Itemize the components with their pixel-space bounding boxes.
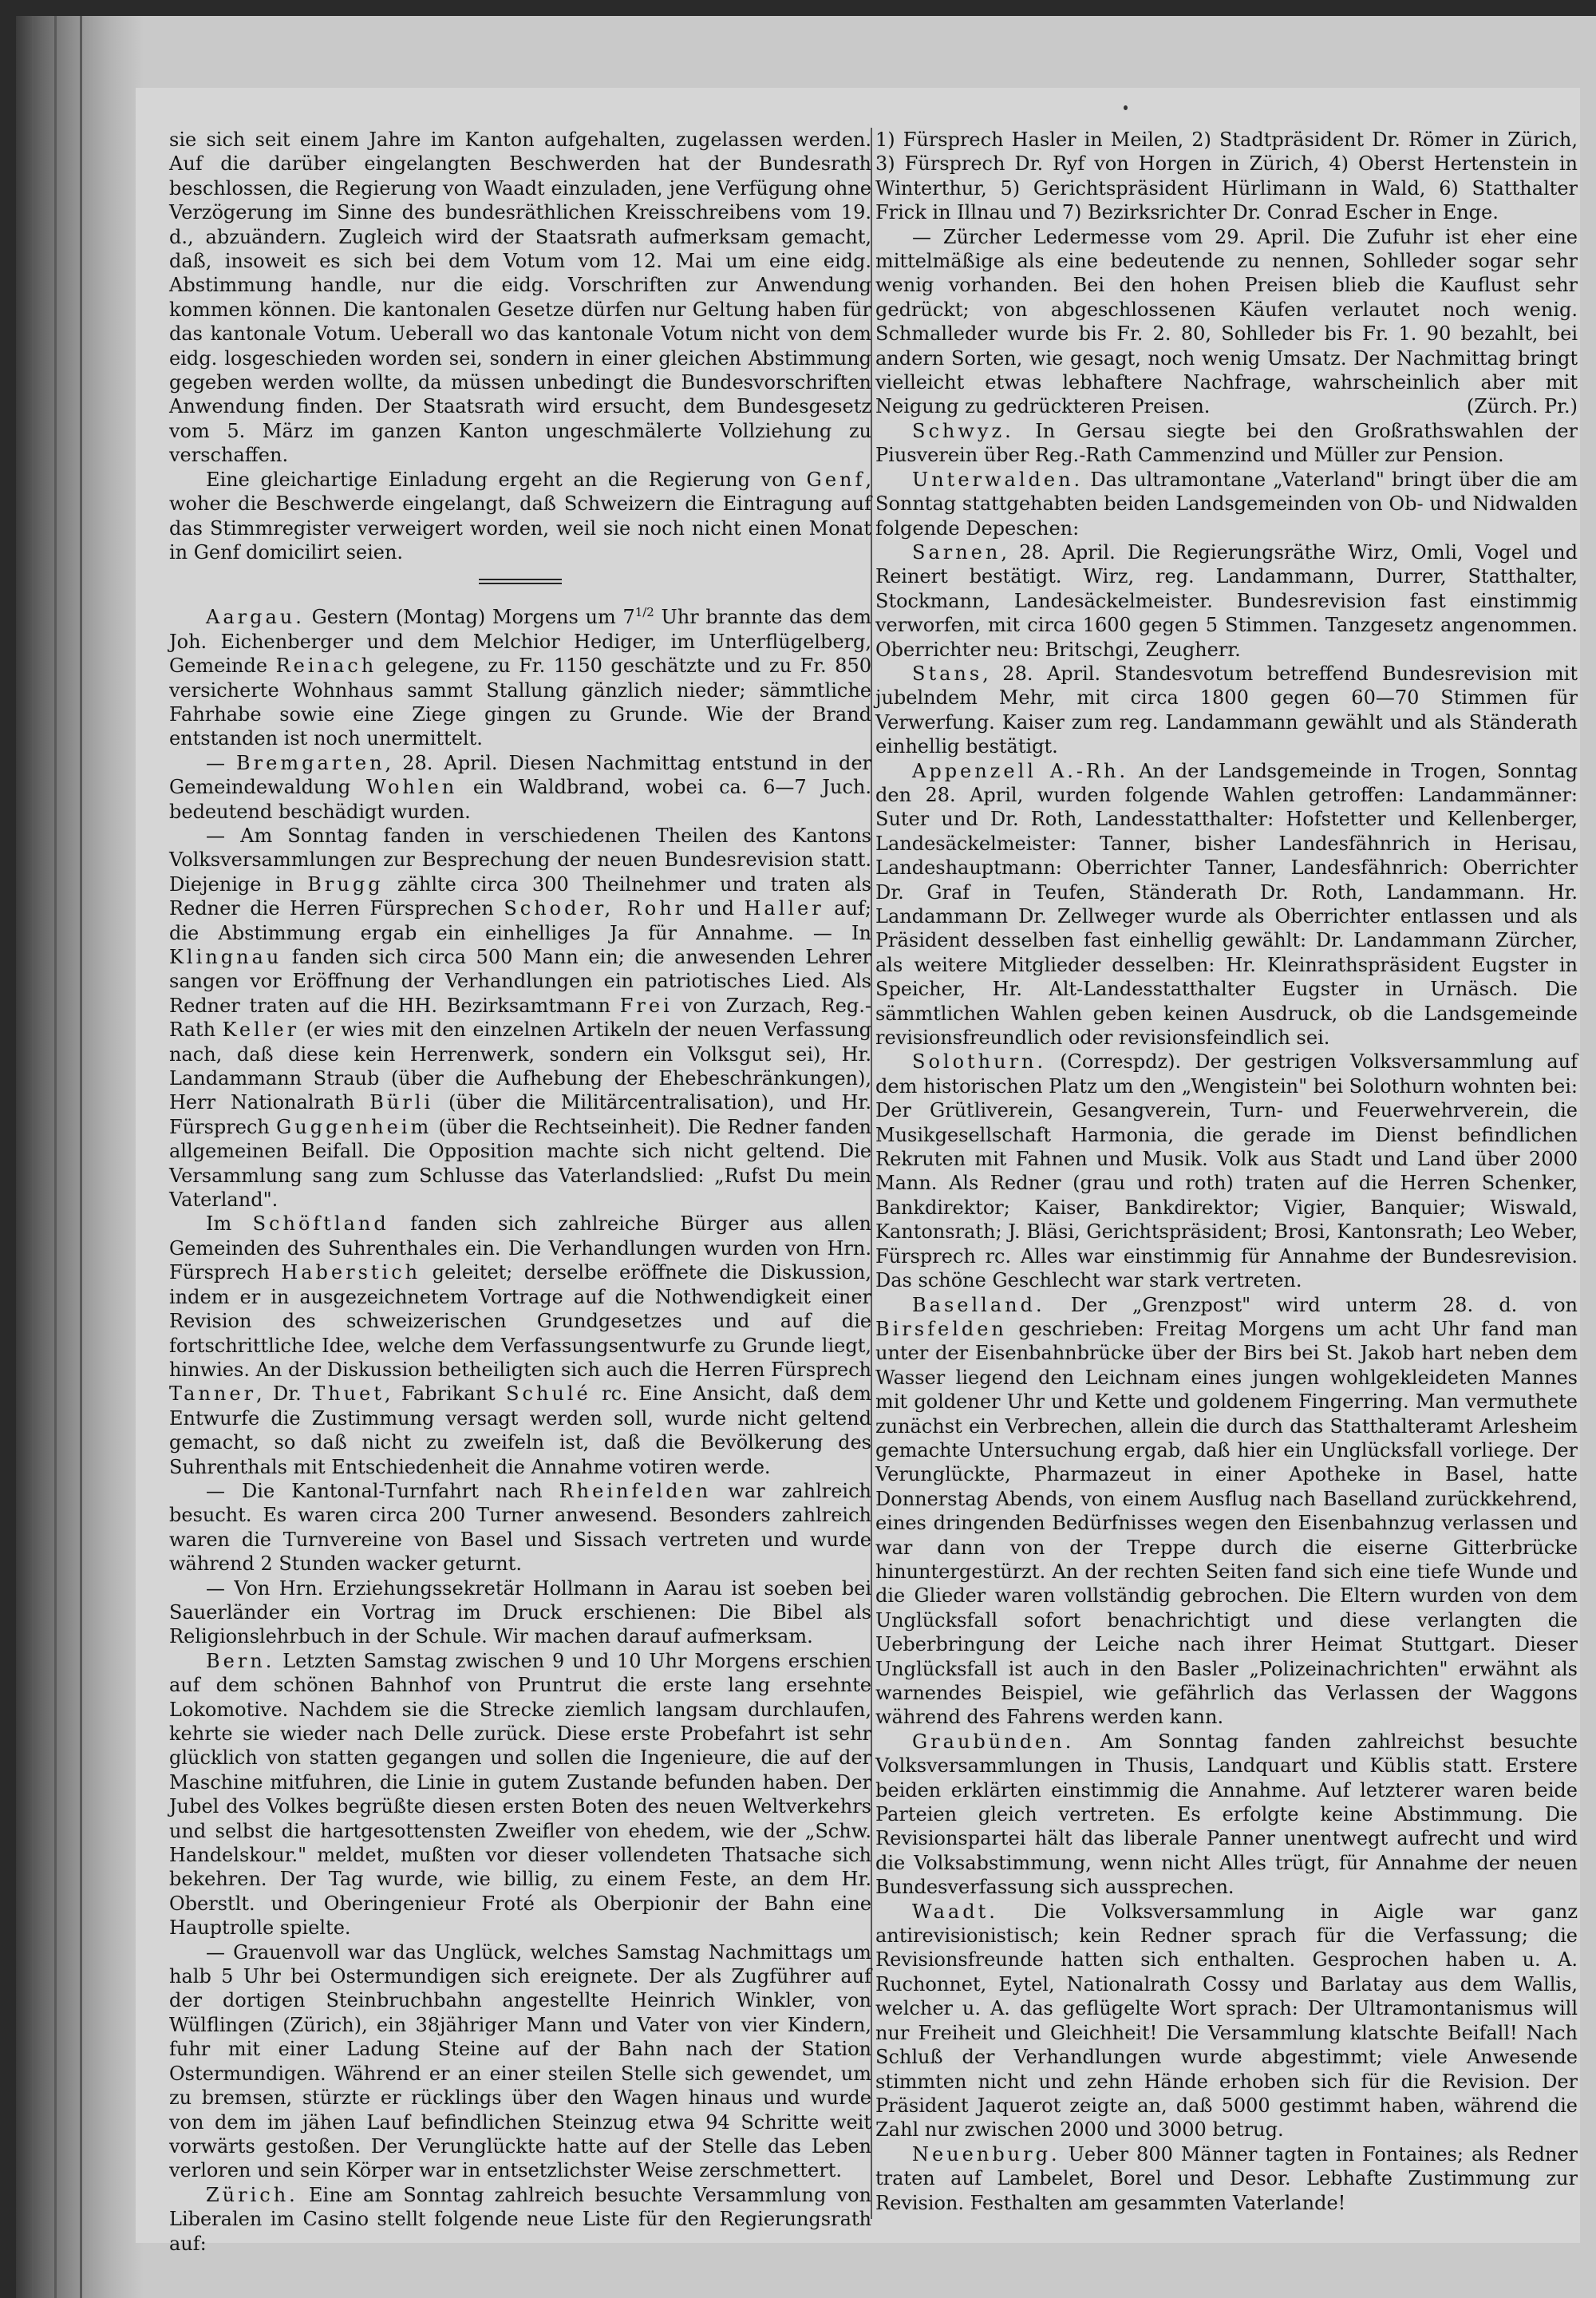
article-schwyz: Schwyz. In Gersau siegte bei den Großrathswahlen der Piusverein über Reg.-Rath Cammenzind und Müller zur Pension.	[875, 419, 1578, 467]
binding-ridge	[80, 16, 82, 2298]
article-appenzell: Appenzell A.-Rh. An der Landsgemeinde in Trogen, Sonntag den 28. April, wurden folgende Wahlen getroffen: Landammänner: Suter und Dr. Roth, Landesstatthalter: Hofstetter und Kellenberger, Landesäckelmeister: Tanner, bisher Landesfähnrich in Herisau, Landeshauptmann: Oberrichter Tanner, Landesfähnrich: Oberrichter Dr. Graf in Teufen, Ständerath Dr. Roth, Landammann. Hr. Landammann Dr. Zellweger wurde als Oberrichter entlassen und als Präsident desselben fast einhellig gewählt: Dr. Landammann Zürcher, als weitere Mitglieder desselben: Hr. Kleinrathspräsident Eugster in Speicher, Hr. Alt-Landesstatthalter Eugster in Urnäsch. Die sämmtlichen Wahlen geben keinen Ausdruck, ob die Landsgemeinde revisionsfreundlich oder revisionsfeindlich sei.	[875, 759, 1578, 1050]
article-bern: Bern. Letzten Samstag zwischen 9 und 10 Uhr Morgens erschien auf dem schönen Bahnhof von Pruntrut die erste lang ersehnte Lokomotive. Nachdem sie die Strecke ziemlich langsam durchlaufen, kehrte sie wieder nach Delle zurück. Diese erste Probefahrt ist sehr glücklich von statten gegangen und sollen die Ingenieure, die auf der Maschine mitfuhren, die Linie in gutem Zustande befunden haben. Der Jubel des Volkes begrüßte diesen ersten Boten des neuen Weltverkehrs und selbst die hartgesottensten Zweifler von ehedem, wie der „Schw. Handelskour." meldet, mußten vor dieser vollendeten Thatsache sich bekehren. Der Tag wurde, wie billig, zu einem Feste, an dem Hr. Oberstlt. und Oberingenieur Froté als Oberpionir der Bahn eine Hauptrolle spielte.	[169, 1649, 871, 1940]
article-solothurn: Solothurn. (Correspdz). Der gestrigen Volksversammlung auf dem historischen Platz um den „Wengistein" bei Solothurn wohnten bei: Der Grütliverein, Gesangverein, Turn- und Feuerwehrverein, die Musikgesellschaft Harmonia, die gerade im Dienst befindlichen Rekruten mit Fahnen und Musik. Volk aus Stadt und Land über 2000 Mann. Als Redner (grau und roth) traten auf die Herren Schenker, Bankdirektor; Kaiser, Bankdirektor; Vigier, Banquier; Wiswald, Kantonsrath; J. Bläsi, Gerichtspräsident; Brosi, Kantonsrath; Leo Weber, Fürsprech rc. Alles war einstimmig für Annahme der Bundesrevision. Das schöne Geschlecht war stark vertreten.	[875, 1050, 1578, 1292]
article-sarnen: Sarnen, 28. April. Die Regierungsräthe Wirz, Omli, Vogel und Reinert bestätigt. Wirz, reg. Landammann, Durrer, Statthalter, Stockmann, Landesäckelmeister. Bundesrevision fast einstimmig verworfen, mit circa 1600 gegen 5 Stimmen. Tanzgesetz angenommen. Oberrichter neu: Britschgi, Zeugherr.	[875, 540, 1578, 661]
left-column	[169, 128, 871, 2256]
article-hollmann: — Von Hrn. Erziehungssekretär Hollmann in Aarau ist soeben bei Sauerländer ein Vortrag im Druck erschienen: Die Bibel als Religionslehrbuch in der Schule. Wir machen darauf aufmerksam.	[169, 1576, 871, 1648]
article-graubuenden: Graubünden. Am Sonntag fanden zahlreichst besuchte Volksversammlungen in Thusis, Landquart und Küblis statt. Erstere beiden erklärten einstimmig die Annahme. Auf letzterer waren beide Parteien gleich vertreten. Es erfolgte keine Abstimmung. Die Revisionspartei hält das liberale Panner unentwegt aufrecht und wird die Volksabstimmung, wenn nicht Alles trügt, für Annahme der neuen Bundesverfassung sich aussprechen.	[875, 1730, 1578, 1899]
print-speck	[1124, 105, 1128, 110]
book-binding	[16, 16, 144, 2298]
binding-ridge	[32, 16, 34, 2298]
article-stans: Stans, 28. April. Standesvotum betreffend Bundesrevision mit jubelndem Mehr, mit circa 1800 gegen 60—70 Stimmen für Verwerfung. Kaiser zum reg. Landammann gewählt und als Ständerath einhellig bestätigt.	[875, 662, 1578, 758]
source-credit: (Zürch. Pr.)	[1466, 395, 1578, 418]
article-schoeftland: Im Schöftland fanden sich zahlreiche Bürger aus allen Gemeinden des Suhrenthales ein. Die Verhandlungen wurden von Hrn. Fürsprech Haberstich geleitet; derselbe eröffnete die Diskussion, indem er in ausgezeichnetem Vortrage auf die Nothwendigkeit einer Revision des schweizerischen Grundgesetzes und auf die fortschrittliche Idee, welche dem Verfassungsentwurfe zu Grunde liegt, hinwies. An der Diskussion betheiligten sich auch die Herren Fürsprech Tanner, Dr. Thuet, Fabrikant Schulé rc. Eine Ansicht, daß dem Entwurfe die Zustimmung versagt werden soll, wurde nicht geltend gemacht, so daß nicht zu zweifeln ist, daß die Bevölkerung des Suhrenthals mit Entschiedenheit die Annahme votiren werde.	[169, 1212, 871, 1478]
article-bremgarten: — Bremgarten, 28. April. Diesen Nachmittag entstund in der Gemeindewaldung Wohlen ein Waldbrand, wobei ca. 6—7 Juch. bedeutend beschädigt wurden.	[169, 751, 871, 823]
candidate-list: 1) Fürsprech Hasler in Meilen, 2) Stadtpräsident Dr. Römer in Zürich, 3) Fürsprech Dr. Ryf von Horgen in Zürich, 4) Oberst Hertenstein in Winterthur, 5) Gerichtspräsident Hürlimann in Wald, 6) Statthalter Frick in Illnau und 7) Bezirksrichter Dr. Conrad Escher in Enge.	[875, 129, 1578, 224]
section-rule	[479, 579, 562, 584]
article-neuenburg: Neuenburg. Ueber 800 Männer tagten in Fontaines; als Redner traten auf Lambelet, Borel und Desor. Lebhafte Zustimmung zur Revision. Festhalten am gesammten Vaterlande!	[875, 2142, 1578, 2214]
article-turnfahrt: — Die Kantonal-Turnfahrt nach Rheinfelden war zahlreich besucht. Es waren circa 200 Turner anwesend. Besonders zahlreich waren die Turnvereine von Basel und Sissach vertreten und wurde während 2 Stunden wacker geturnt.	[169, 1479, 871, 1576]
binding-ridge	[54, 16, 57, 2298]
article-ledermesse: — Zürcher Ledermesse vom 29. April. Die Zufuhr ist eher eine mittelmäßige als eine bedeutende zu nennen, Sohlleder sogar sehr wenig vorhanden. Bei den hohen Preisen blieb die Kauflust sehr gedrückt; von abgeschlossenen Käufen verlautet noch wenig. Schmalleder wurde bis Fr. 2. 80, Sohlleder bis Fr. 1. 90 bezahlt, bei andern Sorten, wie gesagt, noch wenig Umsatz. Der Nachmittag bringt vielleicht etwas lebhaftere Nachfrage, wahrscheinlich aber mit Neigung zu gedrückteren Preisen. (Zürch. Pr.)	[875, 225, 1578, 418]
article-aargau: Aargau. Gestern (Montag) Morgens um $7^{1/2}$ Uhr brannte das dem Joh. Eichenberger und dem Melchior Hediger, im Unterflügelberg, Gemeinde Reinach gelegene, zu Fr. 1150 geschätzte und zu Fr. 850 versicherte Wohnhaus sammt Stallung gänzlich nieder; sämmtliche Fahrhabe sowie eine Ziege gingen zu Grunde. Wie der Brand entstanden ist noch unermittelt.	[169, 605, 871, 750]
article-baselland: Baselland. Der „Grenzpost" wird unterm 28. d. von Birsfelden geschrieben: Freitag Morgens um acht Uhr fand man unter der Eisenbahnbrücke über der Birs bei St. Jakob hart neben dem Wasser liegend den Leichnam eines jungen wohlgekleideten Mannes mit goldener Uhr und Kette und goldenem Fingerring. Man vermuthete zunächst ein Verbrechen, allein die durch das Statthalteramt Arlesheim gemachte Untersuchung ergab, daß hier ein Unglücksfall vorliege. Der Verunglückte, Pharmazeut in einer Apotheke in Basel, hatte Donnerstag Abends, von einem Ausflug nach Baselland zurückkehrend, eines dringenden Bedürfnisses wegen den Eisenbahnzug verlassen und war dann von der Treppe durch die eiserne Gitterbrücke hinuntergestürzt. An der rechten Seiten fand sich eine tiefe Wunde und die Glieder waren vollständig gebrochen. Die Eltern wurden von dem Unglücksfall sofort benachrichtigt und diese verlangten die Ueberbringung der Leiche nach ihrer Heimat Stuttgart. Dieser Unglücksfall ist auch in den Basler „Polizeinachrichten" erwähnt als warnendes Beispiel, wie gefährlich das Verlassen der Waggons während des Fahrens werden kann.	[875, 1293, 1578, 1729]
article-unterwalden: Unterwalden. Das ultramontane „Vaterland" bringt über die am Sonntag stattgehabten beiden Landsgemeinden von Ob- und Nidwalden folgende Depeschen:	[875, 468, 1578, 540]
article-paragraph: sie sich seit einem Jahre im Kanton aufgehalten, zugelassen werden. Auf die darüber eingelangten Beschwerden hat der Bundesrath beschlossen, die Regierung von Waadt einzuladen, jene Verfügung ohne Verzögerung im Sinne des bundesräthlichen Kreisschreibens vom 19. d., abzuändern. Zugleich wird der Staatsrath aufmerksam gemacht, daß, insoweit es sich bei dem Votum vom 12. Mai um eine eidg. Abstimmung handle, nur die eidg. Vorschriften zur Anwendung kommen können. Die kantonalen Gesetze dürfen nur Geltung haben für das kantonale Votum. Ueberall wo das kantonale Votum nicht von dem eidg. losgeschieden worden sei, sondern in einer gleichen Abstimmung gegeben werden wollte, da müssen unbedingt die Bundesvorschriften Anwendung finden. Der Staatsrath wird ersucht, dem Bundesgesetz vom 5. März im ganzen Kanton ungeschmälerte Vollziehung zu verschaffen.	[169, 129, 871, 467]
article-paragraph: Eine gleichartige Einladung ergeht an die Regierung von Genf, woher die Beschwerde eingelangt, daß Schweizern die Eintragung auf das Stimmregister verweigert worden, weil sie noch nicht einen Monat in Genf domicilirt seien.	[169, 468, 871, 564]
article-zuerich: Zürich. Eine am Sonntag zahlreich besuchte Versammlung von Liberalen im Casino stellt folgende neue Liste für den Regierungsrath auf:	[169, 2183, 871, 2255]
article-ostermundigen: — Grauenvoll war das Unglück, welches Samstag Nachmittags um halb 5 Uhr bei Ostermundigen sich ereignete. Der als Zugführer auf der dortigen Steinbruchbahn angestellte Heinrich Winkler, von Wülflingen (Zürich), ein 38jähriger Mann und Vater von vier Kindern, fuhr mit einer Ladung Steine auf der Bahn nach der Station Ostermundigen. Während er an einer steilen Stelle sich gewendet, um zu bremsen, stürzte er rücklings über den Wagen hinaus und wurde von dem im jähen Lauf befindlichen Steinzug etwa 94 Schritte weit vorwärts gestoßen. Der Verunglückte hatte auf der Stelle das Leben verloren und sein Körper war in entsetzlichster Weise zerschmettert.	[169, 1940, 871, 2182]
article-volksversammlungen: — Am Sonntag fanden in verschiedenen Theilen des Kantons Volksversammlungen zur Besprechung der neuen Bundesrevision statt. Diejenige in Brugg zählte circa 300 Theilnehmer und traten als Redner die Herren Fürsprechen Schoder, Rohr und Haller auf; die Abstimmung ergab ein einhelliges Ja für Annahme. — In Klingnau fanden sich circa 500 Mann ein; die anwesenden Lehrer sangen vor Eröffnung der Verhandlungen ein patriotisches Lied. Als Redner traten auf die HH. Bezirksamtmann Frei von Zurzach, Reg.-Rath Keller (er wies mit den einzelnen Artikeln der neuen Verfassung nach, daß diese kein Herrenwerk, sondern ein Volksgut sei), Hr. Landammann Straub (über die Aufhebung der Ehebeschränkungen), Herr Nationalrath Bürli (über die Militärcentralisation), und Hr. Fürsprech Guggenheim (über die Rechtseinheit). Die Redner fanden allgemeinen Beifall. Die Opposition machte sich nicht geltend. Die Versammlung sang zum Schlusse das Vaterlandslied: „Rufst Du mein Vaterland".	[169, 824, 872, 1212]
right-column	[875, 128, 1578, 2215]
article-waadt: Waadt. Die Volksversammlung in Aigle war ganz antirevisionistisch; kein Redner sprach für die Verfassung; die Revisionsfreunde hatten sich enthalten. Gesprochen haben u. A. Ruchonnet, Eytel, Nationalrath Cossy und Barlatay aus dem Wallis, welcher u. A. das geflügelte Wort sprach: Der Ultramontanismus will nur Freiheit und Gleichheit! Die Versammlung klatschte Beifall! Nach Schluß der Verhandlungen wurde abgestimmt; viele Anwesende stimmten nicht und zehn Hände erhoben sich für die Revision. Der Präsident Jaquerot zeigte an, daß 5000 gestimmt haben, während die Zahl nur zwischen 2000 und 3000 betrug.	[875, 1900, 1578, 2142]
